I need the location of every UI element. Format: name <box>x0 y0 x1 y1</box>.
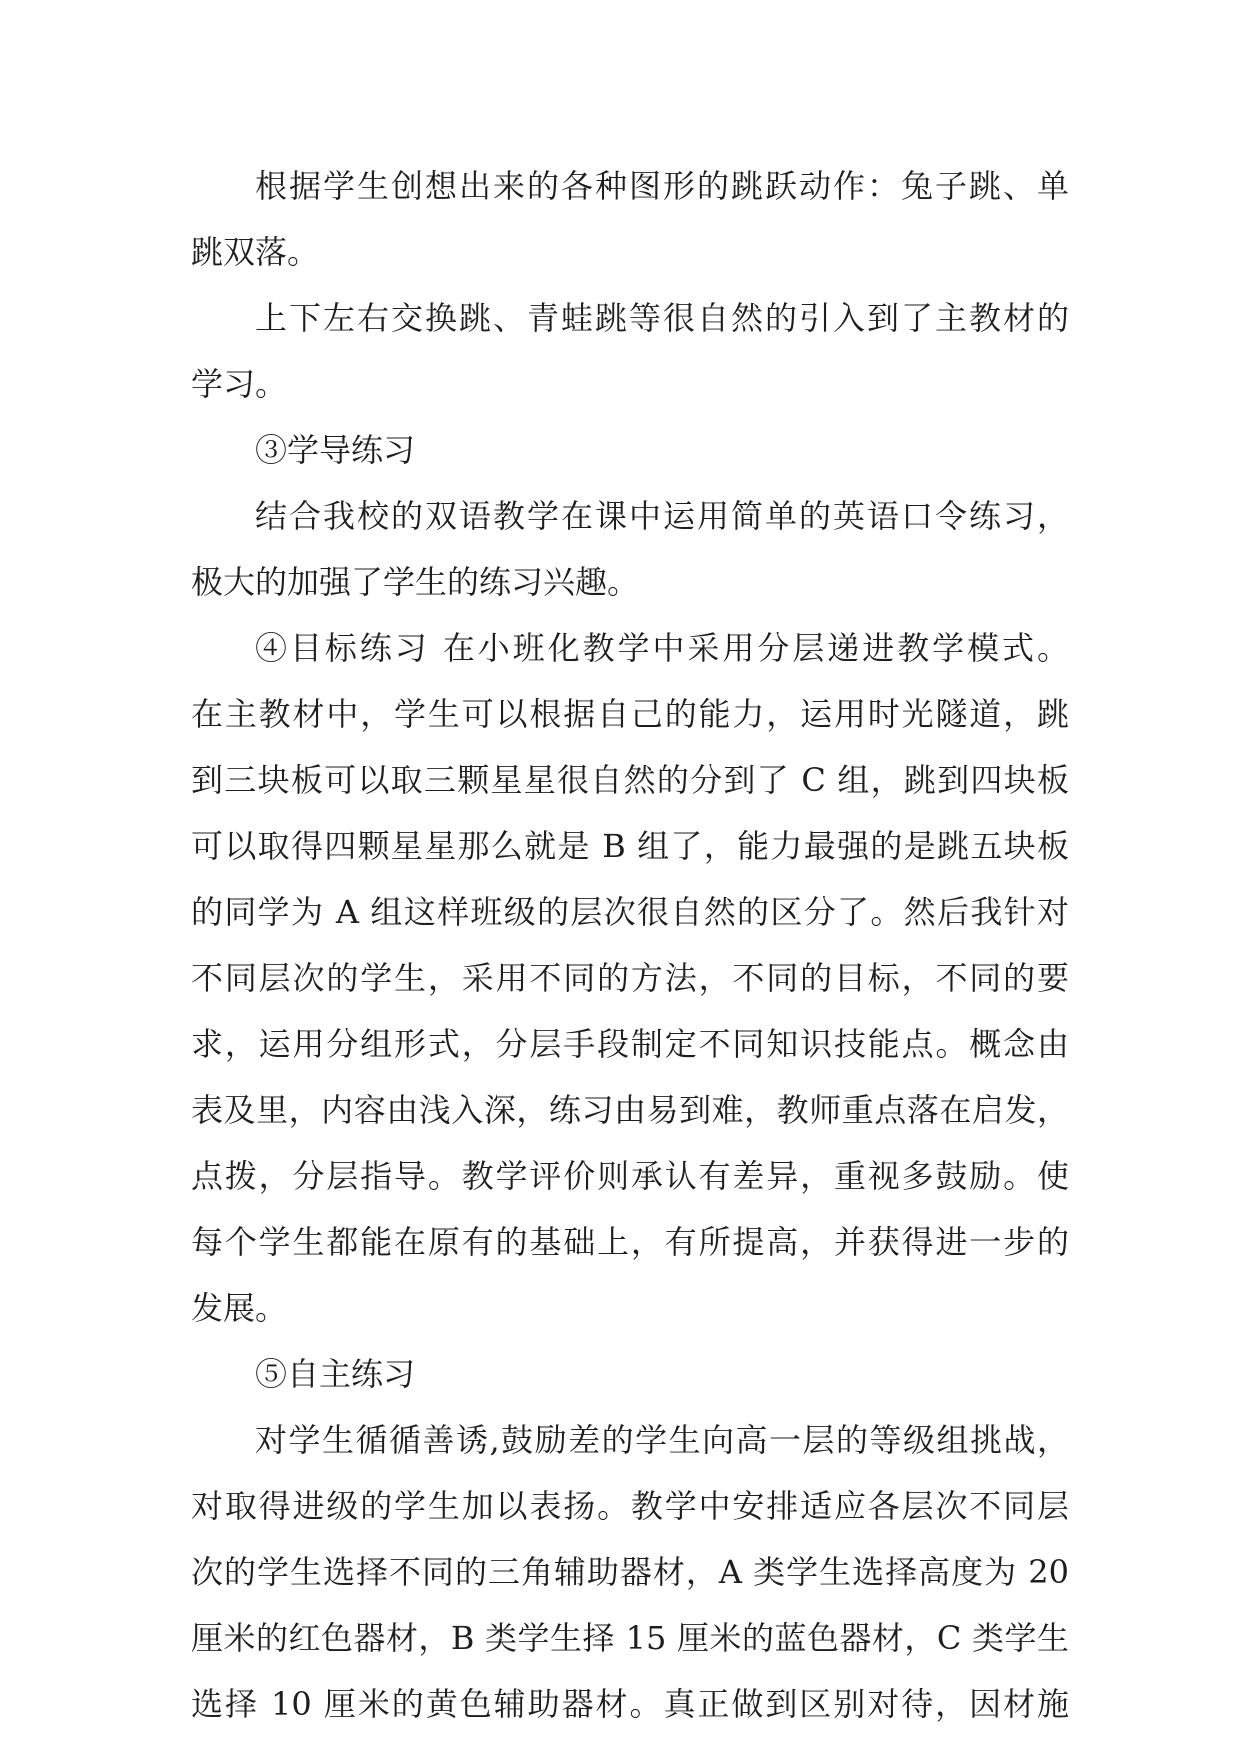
text-line: 对学生循循善诱,鼓励差的学生向高一层的等级组挑战， <box>255 1421 1069 1459</box>
text-line: 根据学生创想出来的各种图形的跳跃动作：兔子跳、单 <box>255 167 1069 205</box>
text-line: ④目标练习 在小班化教学中采用分层递进教学模式。 <box>255 629 1069 667</box>
text-line: 表及里，内容由浅入深，练习由易到难，教师重点落在启发， <box>191 1091 1069 1129</box>
document-body <box>191 153 1069 1737</box>
text-line: 不同层次的学生，采用不同的方法，不同的目标，不同的要 <box>191 959 1069 997</box>
paragraph <box>191 483 1069 615</box>
text-line: ⑤自主练习 <box>255 1355 416 1393</box>
paragraph <box>191 1407 1069 1737</box>
text-line: 上下左右交换跳、青蛙跳等很自然的引入到了主教材的 <box>255 299 1069 337</box>
text-line: 点拨，分层指导。教学评价则承认有差异，重视多鼓励。使 <box>191 1157 1069 1195</box>
text-line: 选择 10 厘米的黄色辅助器材。真正做到区别对待，因材施 <box>191 1685 1069 1723</box>
text-line: 的同学为 A 组这样班级的层次很自然的区分了。然后我针对 <box>191 893 1069 931</box>
text-line: 极大的加强了学生的练习兴趣。 <box>191 563 640 601</box>
text-line: 到三块板可以取三颗星星很自然的分到了 C 组，跳到四块板 <box>191 761 1069 799</box>
text-line: 发展。 <box>191 1289 288 1327</box>
text-line: 对取得进级的学生加以表扬。教学中安排适应各层次不同层 <box>191 1487 1069 1525</box>
section-heading <box>191 1341 1069 1407</box>
paragraph <box>191 615 1069 1341</box>
paragraph <box>191 285 1069 417</box>
text-line: 跳双落。 <box>191 233 320 271</box>
paragraph <box>191 153 1069 285</box>
text-line: ③学导练习 <box>255 431 416 469</box>
text-line: 可以取得四颗星星那么就是 B 组了，能力最强的是跳五块板 <box>191 827 1069 865</box>
text-line: 学习。 <box>191 365 288 403</box>
text-line: 次的学生选择不同的三角辅助器材，A 类学生选择高度为 20 <box>191 1553 1069 1591</box>
text-line: 结合我校的双语教学在课中运用简单的英语口令练习， <box>255 497 1069 535</box>
text-line: 厘米的红色器材，B 类学生择 15 厘米的蓝色器材，C 类学生 <box>191 1619 1069 1657</box>
text-line: 在主教材中，学生可以根据自己的能力，运用时光隧道，跳 <box>191 695 1069 733</box>
text-line: 每个学生都能在原有的基础上，有所提高，并获得进一步的 <box>191 1223 1069 1261</box>
section-heading <box>191 417 1069 483</box>
text-line: 求，运用分组形式，分层手段制定不同知识技能点。概念由 <box>191 1025 1069 1063</box>
